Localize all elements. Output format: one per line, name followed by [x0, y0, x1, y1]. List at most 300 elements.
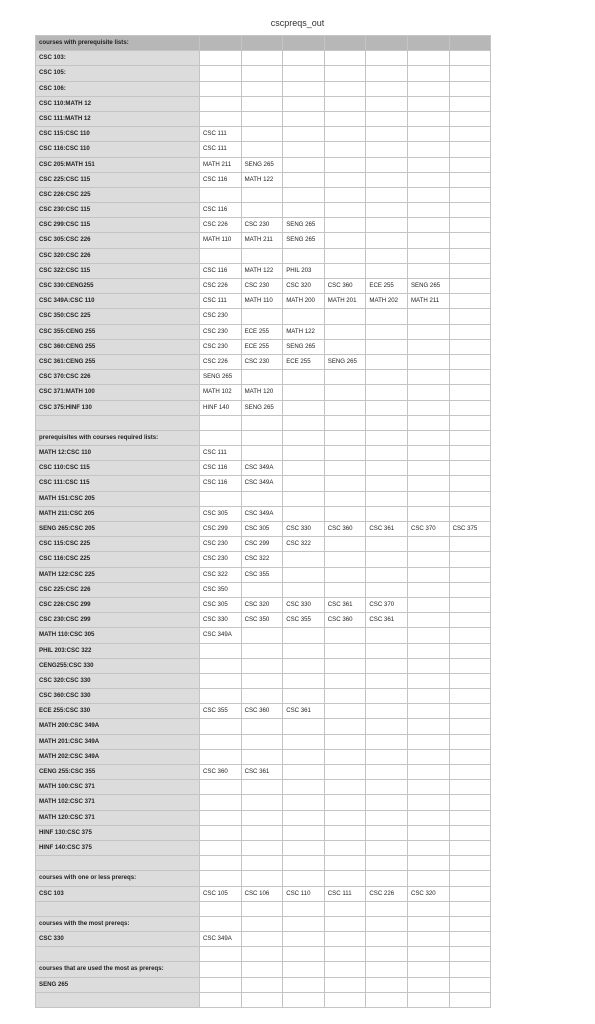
table-cell[interactable] — [366, 916, 408, 931]
table-cell[interactable] — [366, 992, 408, 1007]
table-cell[interactable] — [324, 704, 366, 719]
table-cell[interactable] — [366, 415, 408, 430]
row-label-cell[interactable]: CSC 230:CSC 115 — [36, 203, 200, 218]
table-cell[interactable] — [324, 51, 366, 66]
table-cell[interactable]: CSC 230 — [200, 339, 242, 354]
table-cell[interactable] — [449, 825, 491, 840]
table-cell[interactable] — [449, 658, 491, 673]
table-cell[interactable] — [241, 658, 283, 673]
table-cell[interactable] — [283, 36, 325, 51]
table-cell[interactable] — [449, 96, 491, 111]
table-cell[interactable]: SENG 265 — [283, 233, 325, 248]
table-cell[interactable] — [449, 916, 491, 931]
table-cell[interactable] — [324, 36, 366, 51]
table-cell[interactable]: ECE 255 — [241, 324, 283, 339]
table-cell[interactable] — [449, 719, 491, 734]
table-cell[interactable]: MATH 201 — [324, 294, 366, 309]
table-cell[interactable]: MATH 211 — [200, 157, 242, 172]
table-cell[interactable] — [449, 734, 491, 749]
table-cell[interactable]: CSC 111 — [200, 127, 242, 142]
row-label-cell[interactable]: MATH 110:CSC 305 — [36, 628, 200, 643]
table-cell[interactable]: ECE 255 — [283, 354, 325, 369]
table-cell[interactable] — [324, 263, 366, 278]
table-cell[interactable] — [283, 962, 325, 977]
table-cell[interactable]: CSC 116 — [200, 476, 242, 491]
table-cell[interactable] — [407, 415, 449, 430]
table-cell[interactable]: CSC 349A — [241, 506, 283, 521]
row-label-cell[interactable] — [36, 947, 200, 962]
table-cell[interactable] — [449, 248, 491, 263]
table-cell[interactable] — [283, 187, 325, 202]
table-cell[interactable] — [200, 795, 242, 810]
table-cell[interactable]: CSC 226 — [200, 279, 242, 294]
table-cell[interactable] — [449, 856, 491, 871]
table-cell[interactable] — [283, 871, 325, 886]
table-cell[interactable] — [324, 567, 366, 582]
table-cell[interactable] — [366, 491, 408, 506]
table-cell[interactable]: SENG 265 — [241, 400, 283, 415]
table-cell[interactable] — [366, 157, 408, 172]
table-cell[interactable] — [407, 932, 449, 947]
row-label-cell[interactable]: CSC 305:CSC 226 — [36, 233, 200, 248]
table-cell[interactable] — [449, 309, 491, 324]
table-cell[interactable] — [200, 734, 242, 749]
table-cell[interactable] — [366, 142, 408, 157]
table-cell[interactable] — [449, 749, 491, 764]
row-label-cell[interactable]: ECE 255:CSC 330 — [36, 704, 200, 719]
table-cell[interactable] — [283, 582, 325, 597]
table-cell[interactable] — [366, 780, 408, 795]
row-label-cell[interactable]: CSC 230:CSC 299 — [36, 613, 200, 628]
table-cell[interactable] — [241, 491, 283, 506]
row-label-cell[interactable]: CSC 320:CSC 330 — [36, 673, 200, 688]
table-cell[interactable] — [324, 461, 366, 476]
table-cell[interactable] — [324, 127, 366, 142]
table-cell[interactable] — [324, 203, 366, 218]
table-cell[interactable] — [283, 840, 325, 855]
table-cell[interactable] — [366, 111, 408, 126]
table-cell[interactable] — [366, 248, 408, 263]
table-cell[interactable] — [449, 263, 491, 278]
table-cell[interactable] — [407, 992, 449, 1007]
table-cell[interactable] — [241, 111, 283, 126]
table-cell[interactable] — [200, 992, 242, 1007]
table-cell[interactable] — [241, 628, 283, 643]
table-cell[interactable] — [366, 263, 408, 278]
table-cell[interactable] — [407, 537, 449, 552]
table-cell[interactable] — [324, 66, 366, 81]
table-cell[interactable] — [324, 157, 366, 172]
table-cell[interactable] — [449, 552, 491, 567]
row-label-cell[interactable]: CSC 299:CSC 115 — [36, 218, 200, 233]
table-cell[interactable] — [324, 962, 366, 977]
table-cell[interactable] — [283, 446, 325, 461]
table-cell[interactable] — [449, 370, 491, 385]
table-cell[interactable]: MATH 110 — [241, 294, 283, 309]
table-cell[interactable] — [366, 218, 408, 233]
table-cell[interactable] — [200, 947, 242, 962]
row-label-cell[interactable]: MATH 201:CSC 349A — [36, 734, 200, 749]
table-cell[interactable] — [366, 856, 408, 871]
table-cell[interactable] — [407, 628, 449, 643]
table-cell[interactable] — [283, 734, 325, 749]
row-label-cell[interactable]: CSC 360:CENG 255 — [36, 339, 200, 354]
table-cell[interactable] — [283, 932, 325, 947]
table-cell[interactable]: CSC 320 — [283, 279, 325, 294]
table-cell[interactable] — [366, 187, 408, 202]
table-cell[interactable] — [366, 309, 408, 324]
table-cell[interactable] — [200, 977, 242, 992]
table-cell[interactable] — [449, 157, 491, 172]
table-cell[interactable]: CSC 106 — [241, 886, 283, 901]
table-cell[interactable] — [200, 111, 242, 126]
table-cell[interactable] — [449, 81, 491, 96]
table-cell[interactable] — [241, 370, 283, 385]
table-cell[interactable] — [407, 461, 449, 476]
table-cell[interactable] — [449, 491, 491, 506]
table-cell[interactable]: MATH 122 — [241, 263, 283, 278]
table-cell[interactable]: CSC 110 — [283, 886, 325, 901]
table-cell[interactable]: MATH 122 — [241, 172, 283, 187]
table-cell[interactable]: CSC 320 — [241, 597, 283, 612]
table-cell[interactable] — [366, 127, 408, 142]
table-cell[interactable] — [449, 795, 491, 810]
row-label-cell[interactable]: MATH 202:CSC 349A — [36, 749, 200, 764]
row-label-cell[interactable]: CSC 330 — [36, 932, 200, 947]
table-cell[interactable] — [324, 385, 366, 400]
table-cell[interactable] — [449, 233, 491, 248]
table-cell[interactable] — [407, 233, 449, 248]
table-cell[interactable] — [283, 400, 325, 415]
table-cell[interactable] — [241, 947, 283, 962]
table-cell[interactable] — [449, 354, 491, 369]
table-cell[interactable] — [283, 825, 325, 840]
table-cell[interactable] — [200, 66, 242, 81]
table-cell[interactable] — [241, 81, 283, 96]
table-cell[interactable] — [366, 932, 408, 947]
table-cell[interactable] — [449, 476, 491, 491]
table-cell[interactable] — [283, 719, 325, 734]
table-cell[interactable] — [324, 506, 366, 521]
table-cell[interactable] — [283, 506, 325, 521]
table-cell[interactable] — [283, 795, 325, 810]
table-cell[interactable] — [241, 673, 283, 688]
table-cell[interactable] — [449, 339, 491, 354]
table-cell[interactable] — [324, 582, 366, 597]
table-cell[interactable] — [324, 749, 366, 764]
table-cell[interactable] — [407, 947, 449, 962]
table-cell[interactable] — [324, 446, 366, 461]
table-cell[interactable]: CSC 226 — [366, 886, 408, 901]
table-cell[interactable] — [407, 339, 449, 354]
table-cell[interactable] — [324, 476, 366, 491]
table-cell[interactable]: CSC 230 — [200, 324, 242, 339]
table-cell[interactable] — [283, 309, 325, 324]
table-cell[interactable] — [366, 749, 408, 764]
table-cell[interactable] — [366, 704, 408, 719]
table-cell[interactable] — [407, 658, 449, 673]
table-cell[interactable] — [407, 491, 449, 506]
table-cell[interactable] — [366, 66, 408, 81]
table-cell[interactable] — [241, 142, 283, 157]
table-cell[interactable] — [366, 962, 408, 977]
table-cell[interactable] — [283, 96, 325, 111]
table-cell[interactable]: MATH 102 — [200, 385, 242, 400]
table-cell[interactable] — [449, 400, 491, 415]
table-cell[interactable]: CSC 350 — [200, 582, 242, 597]
table-cell[interactable] — [241, 810, 283, 825]
table-cell[interactable] — [366, 795, 408, 810]
table-cell[interactable] — [407, 218, 449, 233]
table-cell[interactable]: CSC 349A — [200, 932, 242, 947]
table-cell[interactable] — [366, 324, 408, 339]
table-cell[interactable] — [407, 719, 449, 734]
row-label-cell[interactable]: CSC 361:CENG 255 — [36, 354, 200, 369]
table-cell[interactable] — [200, 248, 242, 263]
table-cell[interactable] — [407, 127, 449, 142]
row-label-cell[interactable]: CSC 103 — [36, 886, 200, 901]
row-label-cell[interactable]: prerequisites with courses required lists: — [36, 430, 200, 445]
table-cell[interactable] — [407, 354, 449, 369]
table-cell[interactable] — [449, 840, 491, 855]
row-label-cell[interactable]: MATH 100:CSC 371 — [36, 780, 200, 795]
table-cell[interactable] — [324, 871, 366, 886]
table-cell[interactable] — [407, 430, 449, 445]
table-cell[interactable] — [283, 203, 325, 218]
table-cell[interactable] — [407, 856, 449, 871]
row-label-cell[interactable]: MATH 102:CSC 371 — [36, 795, 200, 810]
table-cell[interactable] — [449, 597, 491, 612]
table-cell[interactable] — [407, 901, 449, 916]
table-cell[interactable] — [200, 825, 242, 840]
table-cell[interactable]: PHIL 203 — [283, 263, 325, 278]
table-cell[interactable] — [241, 795, 283, 810]
table-cell[interactable] — [407, 689, 449, 704]
table-cell[interactable] — [366, 233, 408, 248]
table-cell[interactable] — [283, 51, 325, 66]
table-cell[interactable] — [366, 172, 408, 187]
table-cell[interactable] — [449, 901, 491, 916]
table-cell[interactable]: CSC 349A — [241, 476, 283, 491]
row-label-cell[interactable]: CSC 370:CSC 226 — [36, 370, 200, 385]
table-cell[interactable] — [407, 506, 449, 521]
table-cell[interactable] — [283, 643, 325, 658]
table-cell[interactable] — [366, 96, 408, 111]
row-label-cell[interactable]: CSC 115:CSC 110 — [36, 127, 200, 142]
table-cell[interactable] — [283, 628, 325, 643]
row-label-cell[interactable]: CSC 205:MATH 151 — [36, 157, 200, 172]
table-cell[interactable]: CSC 355 — [241, 567, 283, 582]
table-cell[interactable] — [449, 51, 491, 66]
table-cell[interactable] — [241, 840, 283, 855]
row-label-cell[interactable]: CSC 355:CENG 255 — [36, 324, 200, 339]
table-cell[interactable]: CSC 226 — [200, 354, 242, 369]
table-cell[interactable]: CSC 361 — [283, 704, 325, 719]
table-cell[interactable]: MATH 200 — [283, 294, 325, 309]
table-cell[interactable] — [324, 673, 366, 688]
table-cell[interactable] — [324, 901, 366, 916]
table-cell[interactable]: CSC 360 — [324, 522, 366, 537]
table-cell[interactable] — [324, 825, 366, 840]
row-label-cell[interactable]: MATH 12:CSC 110 — [36, 446, 200, 461]
table-cell[interactable] — [407, 567, 449, 582]
table-cell[interactable] — [407, 203, 449, 218]
table-cell[interactable] — [407, 613, 449, 628]
table-cell[interactable] — [407, 385, 449, 400]
table-cell[interactable] — [324, 689, 366, 704]
row-label-cell[interactable]: CSC 320:CSC 226 — [36, 248, 200, 263]
table-cell[interactable]: CSC 299 — [241, 537, 283, 552]
table-cell[interactable] — [449, 506, 491, 521]
table-cell[interactable] — [407, 962, 449, 977]
table-cell[interactable] — [283, 567, 325, 582]
table-cell[interactable] — [241, 582, 283, 597]
table-cell[interactable]: MATH 122 — [283, 324, 325, 339]
table-cell[interactable] — [449, 992, 491, 1007]
table-cell[interactable]: CSC 226 — [200, 218, 242, 233]
table-cell[interactable] — [241, 825, 283, 840]
table-cell[interactable] — [407, 871, 449, 886]
table-cell[interactable] — [366, 719, 408, 734]
row-label-cell[interactable]: MATH 122:CSC 225 — [36, 567, 200, 582]
table-cell[interactable] — [283, 552, 325, 567]
table-cell[interactable]: CSC 105 — [200, 886, 242, 901]
table-cell[interactable] — [200, 871, 242, 886]
table-cell[interactable]: ECE 255 — [241, 339, 283, 354]
table-cell[interactable] — [283, 977, 325, 992]
table-cell[interactable] — [407, 704, 449, 719]
table-cell[interactable] — [283, 901, 325, 916]
table-cell[interactable]: CSC 361 — [366, 613, 408, 628]
table-cell[interactable] — [241, 749, 283, 764]
table-cell[interactable] — [200, 673, 242, 688]
table-cell[interactable]: CSC 375 — [449, 522, 491, 537]
table-cell[interactable] — [449, 628, 491, 643]
table-cell[interactable] — [366, 673, 408, 688]
table-cell[interactable] — [366, 643, 408, 658]
table-cell[interactable] — [366, 506, 408, 521]
table-cell[interactable] — [407, 734, 449, 749]
row-label-cell[interactable]: CSC 111:MATH 12 — [36, 111, 200, 126]
table-cell[interactable] — [407, 111, 449, 126]
table-cell[interactable] — [407, 36, 449, 51]
table-cell[interactable] — [324, 96, 366, 111]
table-cell[interactable] — [200, 36, 242, 51]
row-label-cell[interactable]: CSC 111:CSC 115 — [36, 476, 200, 491]
table-cell[interactable] — [200, 415, 242, 430]
table-cell[interactable]: CSC 361 — [366, 522, 408, 537]
table-cell[interactable] — [366, 734, 408, 749]
row-label-cell[interactable] — [36, 856, 200, 871]
table-cell[interactable] — [283, 127, 325, 142]
row-label-cell[interactable]: CSC 371:MATH 100 — [36, 385, 200, 400]
table-cell[interactable] — [407, 66, 449, 81]
row-label-cell[interactable]: CSC 110:CSC 115 — [36, 461, 200, 476]
table-cell[interactable] — [449, 643, 491, 658]
row-label-cell[interactable]: CSC 225:CSC 115 — [36, 172, 200, 187]
table-cell[interactable] — [407, 810, 449, 825]
table-cell[interactable] — [241, 203, 283, 218]
table-cell[interactable] — [449, 203, 491, 218]
row-label-cell[interactable]: CENG 255:CSC 355 — [36, 765, 200, 780]
table-cell[interactable] — [449, 871, 491, 886]
table-cell[interactable] — [407, 780, 449, 795]
table-cell[interactable] — [366, 825, 408, 840]
table-cell[interactable] — [407, 795, 449, 810]
table-cell[interactable] — [366, 385, 408, 400]
row-label-cell[interactable]: PHIL 203:CSC 322 — [36, 643, 200, 658]
row-label-cell[interactable]: CSC 350:CSC 225 — [36, 309, 200, 324]
table-cell[interactable] — [407, 825, 449, 840]
row-label-cell[interactable]: CSC 115:CSC 225 — [36, 537, 200, 552]
table-cell[interactable]: SENG 265 — [241, 157, 283, 172]
table-cell[interactable] — [200, 51, 242, 66]
table-cell[interactable] — [200, 901, 242, 916]
table-cell[interactable] — [407, 582, 449, 597]
table-cell[interactable] — [324, 658, 366, 673]
table-cell[interactable] — [241, 430, 283, 445]
table-cell[interactable] — [241, 962, 283, 977]
table-cell[interactable] — [407, 643, 449, 658]
table-cell[interactable] — [449, 947, 491, 962]
table-cell[interactable]: CSC 116 — [200, 203, 242, 218]
table-cell[interactable]: CSC 350 — [241, 613, 283, 628]
table-cell[interactable] — [283, 491, 325, 506]
table-cell[interactable] — [283, 476, 325, 491]
row-label-cell[interactable]: CSC 330:CENG255 — [36, 279, 200, 294]
table-cell[interactable]: CSC 360 — [200, 765, 242, 780]
table-cell[interactable]: CSC 355 — [200, 704, 242, 719]
table-cell[interactable] — [449, 111, 491, 126]
table-cell[interactable] — [283, 749, 325, 764]
table-cell[interactable] — [366, 840, 408, 855]
row-label-cell[interactable]: MATH 200:CSC 349A — [36, 719, 200, 734]
table-cell[interactable] — [366, 628, 408, 643]
row-label-cell[interactable]: CSC 322:CSC 115 — [36, 263, 200, 278]
table-cell[interactable] — [366, 370, 408, 385]
table-cell[interactable]: CSC 230 — [200, 537, 242, 552]
table-cell[interactable] — [200, 856, 242, 871]
table-cell[interactable] — [449, 780, 491, 795]
table-cell[interactable] — [283, 248, 325, 263]
table-cell[interactable] — [241, 446, 283, 461]
table-cell[interactable] — [283, 780, 325, 795]
table-cell[interactable] — [200, 749, 242, 764]
table-cell[interactable] — [324, 81, 366, 96]
table-cell[interactable]: CSC 111 — [200, 142, 242, 157]
table-cell[interactable] — [283, 172, 325, 187]
table-cell[interactable] — [241, 977, 283, 992]
table-cell[interactable] — [324, 172, 366, 187]
table-cell[interactable]: CSC 111 — [200, 446, 242, 461]
table-cell[interactable] — [366, 901, 408, 916]
table-cell[interactable] — [366, 461, 408, 476]
table-cell[interactable] — [449, 673, 491, 688]
table-cell[interactable] — [449, 704, 491, 719]
table-cell[interactable] — [324, 339, 366, 354]
table-cell[interactable]: CSC 305 — [241, 522, 283, 537]
table-cell[interactable] — [283, 947, 325, 962]
table-cell[interactable] — [241, 127, 283, 142]
table-cell[interactable]: CSC 322 — [241, 552, 283, 567]
table-cell[interactable] — [407, 142, 449, 157]
table-cell[interactable] — [407, 765, 449, 780]
table-cell[interactable] — [407, 476, 449, 491]
row-label-cell[interactable]: CSC 349A:CSC 110 — [36, 294, 200, 309]
row-label-cell[interactable]: MATH 211:CSC 205 — [36, 506, 200, 521]
table-cell[interactable] — [366, 810, 408, 825]
table-cell[interactable]: CSC 370 — [407, 522, 449, 537]
